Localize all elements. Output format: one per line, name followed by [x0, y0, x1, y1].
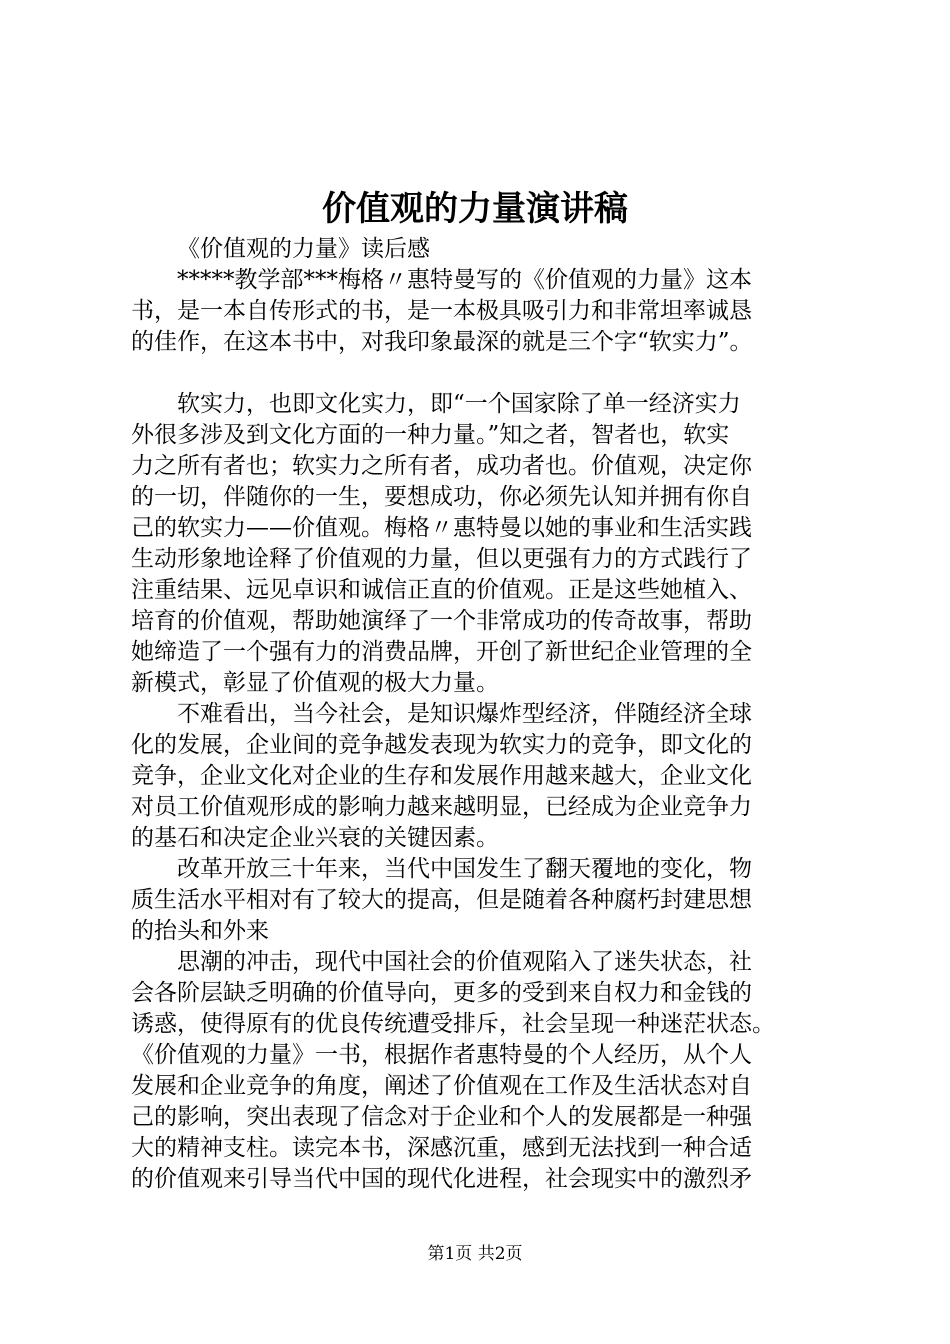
text-line: 大的精神支柱。读完本书，深感沉重，感到无法找到一种合适: [131, 1135, 752, 1161]
text-line: 力之所有者也；软实力之所有者，成功者也。价值观，决定你: [131, 453, 752, 479]
text-line: 软实力，也即文化实力，即“一个国家除了单一经济实力: [177, 391, 741, 417]
document-body: [131, 234, 831, 1195]
blank-line: [131, 358, 831, 389]
text-line: 己的影响，突出表现了信念对于企业和个人的发展都是一种强: [131, 1104, 752, 1130]
text-line: 的价值观来引导当代中国的现代化进程，社会现实中的激烈矛: [131, 1166, 752, 1192]
text-line: 外很多涉及到文化方面的一种力量。”知之者，智者也，软实: [131, 422, 730, 448]
text-line: 书，是一本自传形式的书，是一本极具吸引力和非常坦率诚恳: [131, 298, 752, 324]
text-line: 诱惑，使得原有的优良传统遭受排斥，社会呈现一种迷茫状态。: [131, 1011, 775, 1037]
text-line: 改革开放三十年来，当代中国发生了翻天覆地的变化，物: [177, 856, 752, 882]
text-line: 的一切，伴随你的一生，要想成功，你必须先认知并拥有你自: [131, 484, 752, 510]
text-line: 不难看出，当今社会，是知识爆炸型经济，伴随经济全球: [177, 701, 752, 727]
text-line: 质生活水平相对有了较大的提高，但是随着各种腐朽封建思想: [131, 887, 752, 913]
text-line: 的抬头和外来: [131, 918, 269, 944]
page-footer: 第1页 共2页: [427, 1244, 523, 1264]
text-line: *****教学部***梅格〃惠特曼写的《价值观的力量》这本: [177, 267, 752, 293]
text-line: 生动形象地诠释了价值观的力量，但以更强有力的方式践行了: [131, 546, 752, 572]
text-line: 注重结果、远见卓识和诚信正直的价值观。正是这些她植入、: [131, 577, 752, 603]
text-line: 竞争，企业文化对企业的生存和发展作用越来越大，企业文化: [131, 763, 752, 789]
text-line: 会各阶层缺乏明确的价值导向，更多的受到来自权力和金钱的: [131, 980, 752, 1006]
text-line: 培育的价值观，帮助她演绎了一个非常成功的传奇故事，帮助: [131, 608, 752, 634]
text-line: 己的软实力——价值观。梅格〃惠特曼以她的事业和生活实践: [131, 515, 752, 541]
text-line: 化的发展，企业间的竞争越发表现为软实力的竞争，即文化的: [131, 732, 752, 758]
document-title: 价值观的力量演讲稿: [322, 189, 628, 229]
text-line: 《价值观的力量》读后感: [177, 236, 430, 262]
text-line: 思潮的冲击，现代中国社会的价值观陷入了迷失状态，社: [177, 949, 752, 975]
text-line: 的佳作，在这本书中，对我印象最深的就是三个字“软实力”。: [131, 329, 753, 355]
text-line: 新模式，彰显了价值观的极大力量。: [131, 670, 499, 696]
text-line: 的基石和决定企业兴衰的关键因素。: [131, 825, 499, 851]
text-line: 她缔造了一个强有力的消费品牌，开创了新世纪企业管理的全: [131, 639, 752, 665]
text-line: 《价值观的力量》一书，根据作者惠特曼的个人经历，从个人: [131, 1042, 752, 1068]
text-line: 发展和企业竞争的角度，阐述了价值观在工作及生活状态对自: [131, 1073, 752, 1099]
text-line: 对员工价值观形成的影响力越来越明显，已经成为企业竞争力: [131, 794, 752, 820]
